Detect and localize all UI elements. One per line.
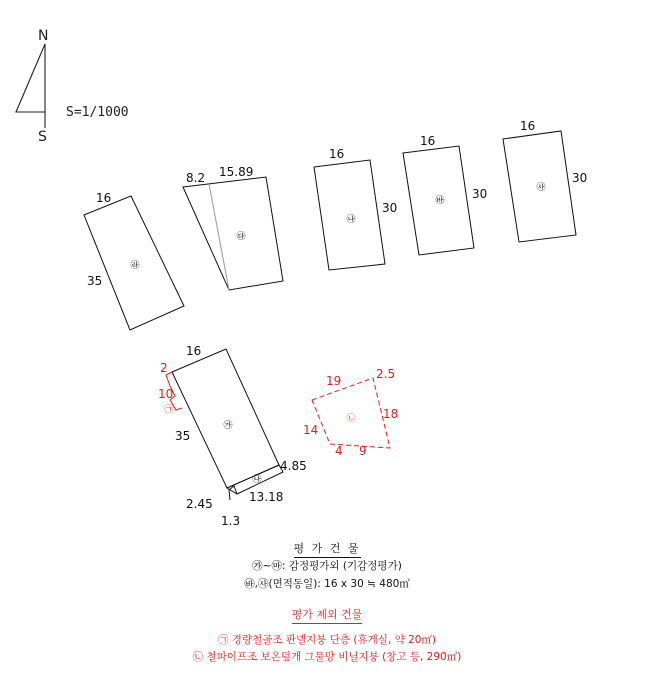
dim-label: 2 [160,361,168,375]
dim-label: 1.3 [221,514,241,528]
south-label: S [38,129,47,145]
dim-label: 15.89 [219,165,254,179]
building-symbol: ㉯ [252,475,262,485]
dim-label: 19 [326,374,342,388]
dim-label: 10 [158,387,174,401]
building-ba [403,134,487,255]
building-da [314,147,397,270]
legend-title-evaluated [0,537,654,558]
legend-line-2: ㉳,㉴(면적동일): 16 x 30 ≒ 480㎡ [244,578,410,590]
building-symbol: ㉰ [236,232,246,242]
building-symbol: ㉱ [130,261,140,271]
dim-label: 13.18 [249,490,284,504]
north-label: N [38,28,49,44]
legend-title-excluded [0,603,654,624]
building-ma [183,165,283,290]
dim-label: 16 [96,191,112,205]
dim-label: 30 [382,201,398,215]
dim-label: 4.85 [280,459,307,473]
dim-label: 16 [520,119,536,133]
north-arrow [16,44,45,128]
building-symbol: ㉯ [346,215,356,225]
dim-label: 16 [329,147,345,161]
excluded-building-nieun [303,367,398,458]
dim-label: 16 [186,344,202,358]
dim-label: 35 [175,429,191,443]
dim-label: 30 [472,187,488,201]
dim-label: 35 [87,274,103,288]
dim-label: 4 [335,444,343,458]
legend-heading: 평 가 건 물 [294,540,361,558]
dim-label: 2.5 [376,367,396,381]
legend-excluded-2: ㉡ 철파이프조 보온덮개 그물망 비닐지붕 (창고 등, 290㎡) [192,651,462,663]
building-symbol: ㉮ [223,421,233,431]
building-symbol: ㉠ [164,405,174,415]
building-na [186,459,307,528]
scale-label: S=1/1000 [66,105,129,120]
dim-label: 8.2 [186,171,206,185]
dim-label: 16 [420,134,436,148]
building-symbol: ㉳ [435,196,445,206]
legend-heading-excluded: 평가 제외 건물 [292,606,363,624]
building-symbol: ㉡ [346,414,356,424]
legend-line-1: ㉮~㉲: 감정평가외 (기감정평가) [252,560,402,572]
building-ga [172,344,279,488]
building-sa [503,119,587,242]
dim-label: 2.45 [186,497,213,511]
building-symbol: ㉴ [536,183,546,193]
building-ra [84,191,184,330]
dim-label: 9 [359,444,367,458]
legend-excluded-1: ㉠ 경량철골조 판넬지붕 단층 (휴게실, 약 20㎡) [217,634,437,646]
dim-label: 14 [303,423,319,437]
dim-label: 18 [383,407,399,421]
dim-label: 30 [572,171,588,185]
